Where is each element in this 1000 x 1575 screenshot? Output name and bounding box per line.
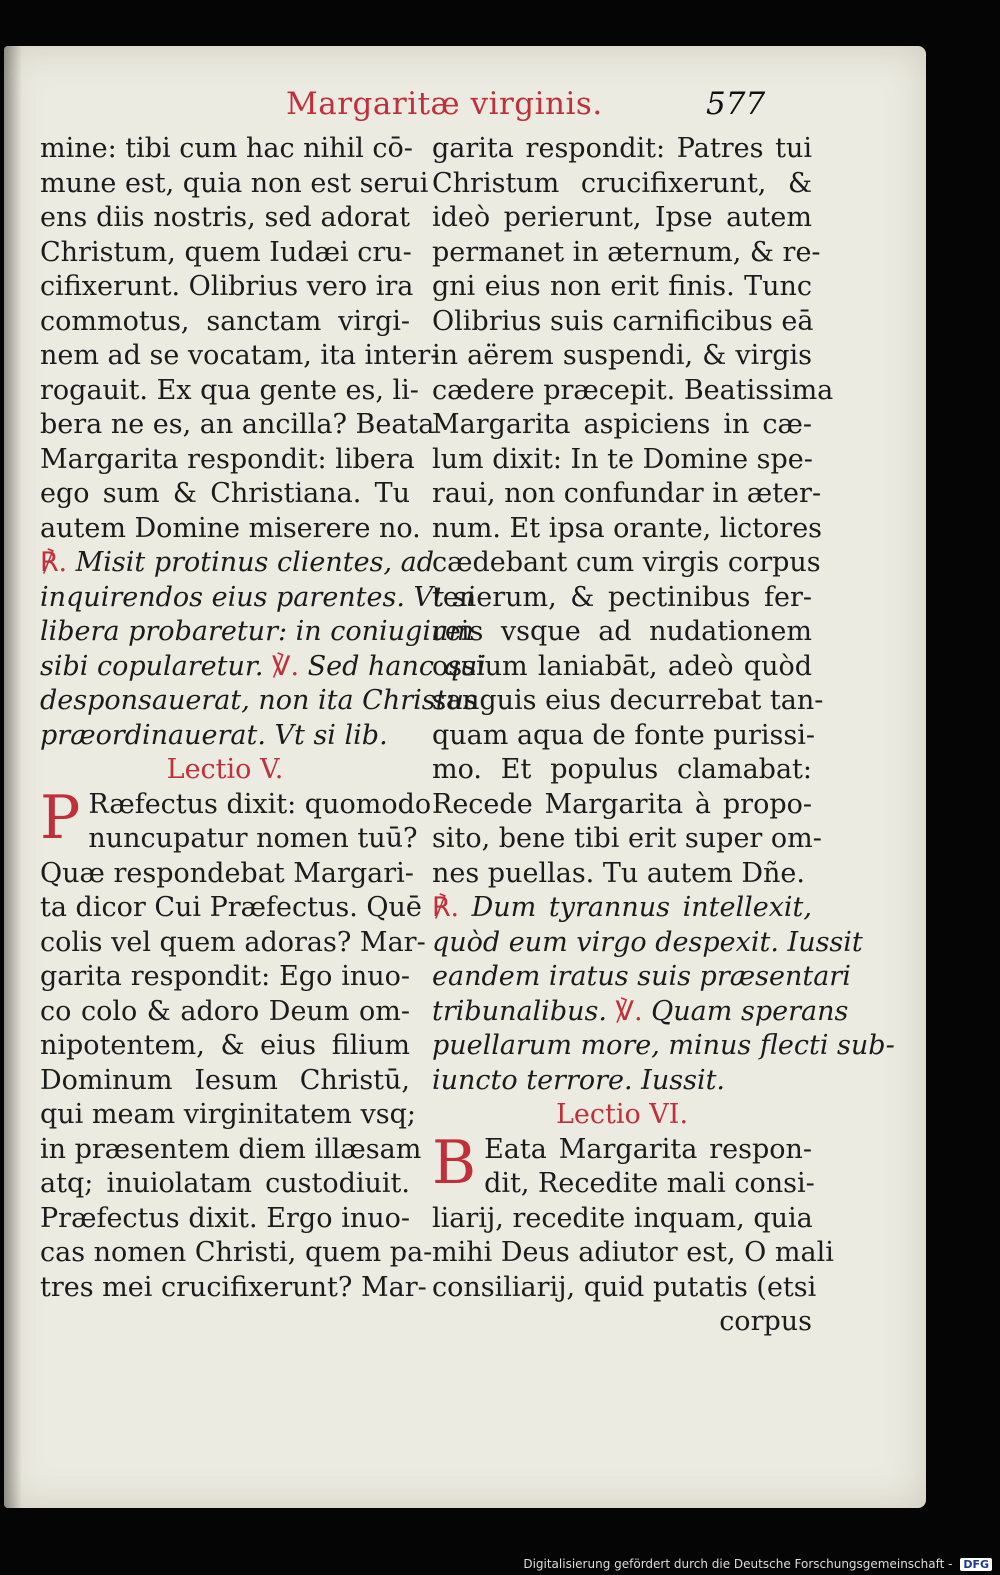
- page-gutter-shadow: [4, 46, 22, 1508]
- catchword: corpus: [719, 1306, 812, 1337]
- text-line: Margarita respondit: libera: [40, 443, 415, 475]
- text-line: atq; inuiolatam custodiuit.: [40, 1168, 410, 1199]
- text-line: num. Et ipsa orante, lictores: [432, 512, 823, 544]
- responsory-line: sibi copularetur. ℣. Sed hanc qui: [40, 650, 486, 682]
- text-line: permanet in æternum, & re-: [432, 236, 821, 268]
- text-line: ens diis nostris, sed adorat: [40, 202, 410, 233]
- liturgical-sign: ℣.: [272, 650, 300, 682]
- left-text-block: [40, 132, 440, 546]
- text-line: nipotentem, & eius filium: [40, 1030, 410, 1061]
- text-line: Recede Margarita à propo-: [432, 788, 812, 820]
- responsory-line: desponsauerat, non ita Christus: [40, 685, 478, 716]
- text-line: nem ad se vocatam, ita inter-: [40, 340, 440, 371]
- responsory-line: quòd eum virgo despexit. Iussit: [432, 926, 863, 958]
- text-line: Margarita aspiciens in cæ-: [432, 409, 812, 440]
- text-line: Dominum Iesum Christū,: [40, 1064, 410, 1096]
- text-line: Olibrius suis carnificibus eā: [432, 305, 814, 337]
- text-line: gni eius non erit finis. Tunc: [432, 271, 812, 302]
- responsory-line: libera probaretur: in coniugium: [40, 616, 474, 647]
- text-line: tenerum, & pectinibus fer-: [432, 581, 812, 613]
- digitization-credit: [523, 1557, 992, 1571]
- running-title: Margaritæ virginis.: [286, 86, 603, 122]
- text-line: mine: tibi cum hac nihil cō-: [40, 133, 413, 164]
- text-line: nes puellas. Tu autem Dñe.: [432, 857, 805, 889]
- liturgical-sign: ℟.: [40, 547, 68, 578]
- text-line: garita respondit: Ego inuo-: [40, 961, 410, 992]
- text-line: liarij, recedite inquam, quia: [432, 1202, 813, 1234]
- text-line: rogauit. Ex qua gente es, li-: [40, 374, 419, 406]
- text-line: autem Domine miserere no.: [40, 512, 421, 544]
- liturgical-sign: ℟.: [432, 892, 460, 923]
- text-line: ta dicor Cui Præfectus. Quē: [40, 892, 422, 923]
- lectio-heading: Lectio V.: [166, 754, 284, 785]
- responsory-line: ℟. Misit protinus clientes, ad: [40, 547, 434, 578]
- text-line: raui, non confundar in æter-: [432, 478, 822, 509]
- text-line: lum dixit: In te Domine spe-: [432, 443, 813, 475]
- text-line: mo. Et populus clamabat:: [432, 754, 812, 785]
- text-line: Christum crucifixerunt, &: [432, 167, 812, 199]
- text-line: mihi Deus adiutor est, O mali: [432, 1237, 834, 1268]
- right-text-block: [432, 132, 834, 891]
- text-line: co colo & adoro Deum om-: [40, 995, 410, 1027]
- text-line: sito, bene tibi erit super om-: [432, 823, 822, 854]
- liturgical-sign: ℣.: [615, 995, 643, 1027]
- text-line: commotus, sanctam virgi-: [40, 305, 410, 337]
- text-line: Eata Margarita respon-: [484, 1133, 812, 1165]
- text-line: mune est, quia non est serui: [40, 167, 429, 199]
- text-line: Quæ respondebat Margari-: [40, 857, 414, 889]
- text-line: cædere præcepit. Beatissima: [432, 374, 834, 406]
- text-line: ego sum & Christiana. Tu: [40, 478, 410, 509]
- text-line: Ræfectus dixit: quomodo: [88, 788, 432, 820]
- text-line: tres mei crucifixerunt? Mar-: [40, 1271, 427, 1303]
- drop-initial: P: [40, 782, 81, 853]
- book-page: [4, 46, 926, 1508]
- page-number: 577: [706, 86, 766, 122]
- text-line: Christum, quem Iudæi cru-: [40, 236, 412, 268]
- text-line: dit, Recedite mali consi-: [484, 1168, 815, 1199]
- responsory-line: iuncto terrore. Iussit.: [432, 1064, 726, 1096]
- text-line: cas nomen Christi, quem pa-: [40, 1237, 433, 1268]
- text-line: ossium laniabāt, adeò quòd: [432, 650, 812, 682]
- drop-initial: B: [432, 1127, 477, 1198]
- text-line: sanguis eius decurrebat tan-: [432, 685, 824, 716]
- text-line: in præsentem diem illæsam: [40, 1133, 422, 1165]
- credit-text: Digitalisierung gefördert durch die Deutsche Forschungsgemeinschaft -: [523, 1557, 953, 1571]
- left-responsory: [40, 546, 486, 753]
- text-line: colis vel quem adoras? Mar-: [40, 926, 426, 958]
- text-line: in aërem suspendi, & virgis: [432, 340, 812, 371]
- responsory-line: eandem iratus suis præsentari: [432, 961, 851, 992]
- right-responsory: [432, 891, 895, 1098]
- responsory-line: inquirendos eius parentes. Vt si: [40, 581, 475, 613]
- responsory-line: præordinauerat. Vt si lib.: [40, 719, 388, 751]
- text-line: qui meam virginitatem vsq;: [40, 1099, 416, 1130]
- text-line: Præfectus dixit. Ergo inuo-: [40, 1202, 410, 1234]
- text-line: consiliarij, quid putatis (etsi: [432, 1271, 817, 1303]
- text-line: cædebant cum virgis corpus: [432, 547, 821, 578]
- dfg-logo: DFG: [960, 1558, 992, 1571]
- text-line: cifixerunt. Olibrius vero ira: [40, 271, 414, 302]
- text-line: reis vsque ad nudationem: [432, 616, 812, 647]
- left-lectio-body: [40, 782, 433, 1306]
- left-column: [40, 132, 486, 1305]
- text-line: quam aqua de fonte purissi-: [432, 719, 815, 751]
- right-column: [432, 132, 895, 1340]
- text-line: ideò perierunt, Ipse autem: [432, 202, 812, 233]
- text-line: bera ne es, an ancilla? Beata: [40, 409, 435, 440]
- text-line: nuncupatur nomen tuū?: [88, 823, 418, 854]
- lectio-heading: Lectio VI.: [555, 1099, 689, 1130]
- responsory-line: ℟. Dum tyrannus intellexit,: [432, 892, 812, 923]
- text-line: garita respondit: Patres tui: [432, 133, 812, 164]
- responsory-line: puellarum more, minus flecti sub-: [432, 1030, 895, 1061]
- responsory-line: tribunalibus. ℣. Quam sperans: [432, 995, 849, 1027]
- right-lectio-body: [432, 1127, 834, 1306]
